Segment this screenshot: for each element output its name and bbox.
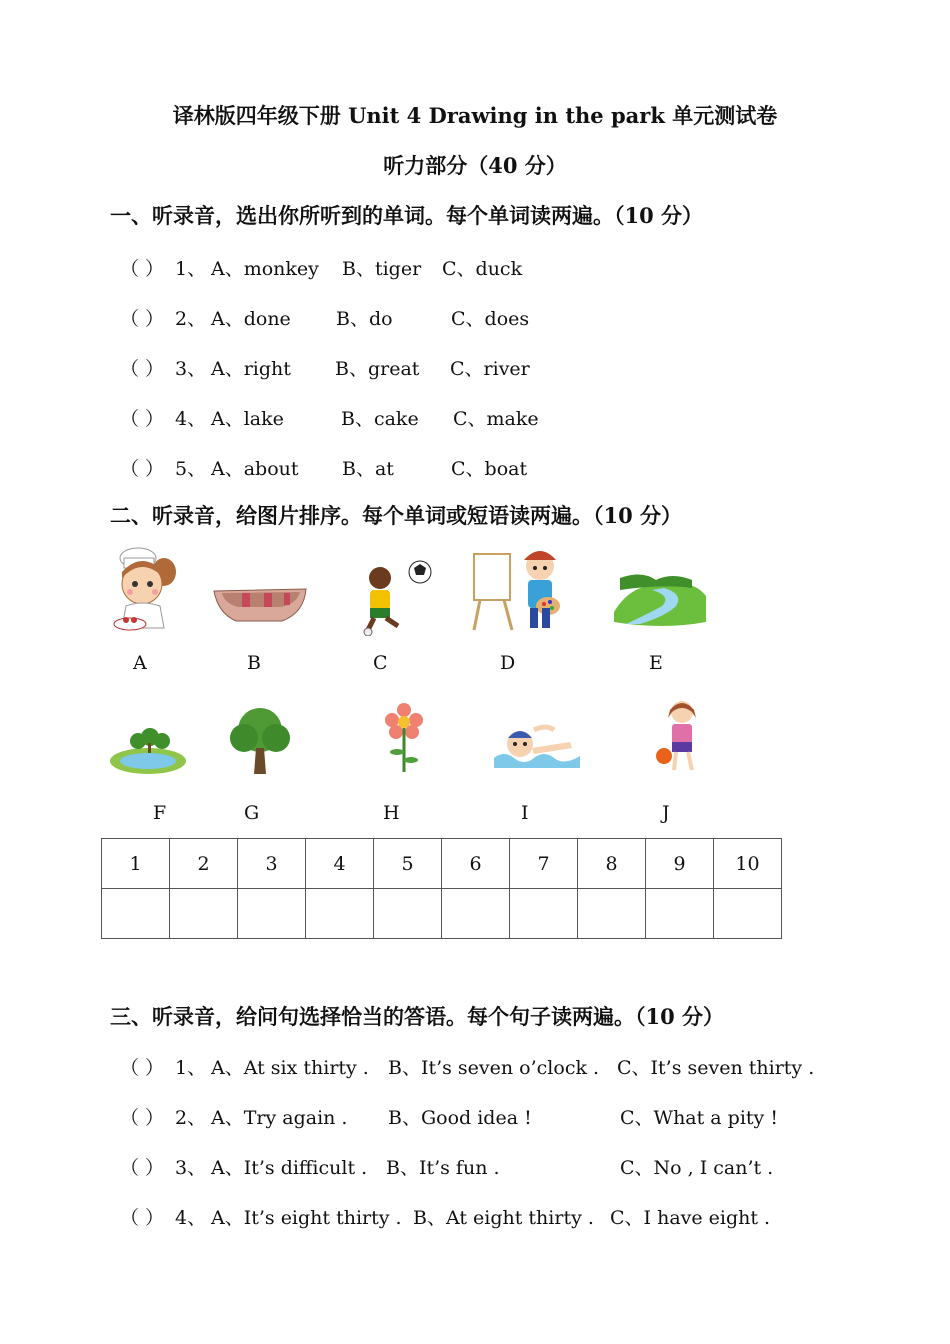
- option-b: B、cake: [341, 408, 419, 430]
- answer-table-header-row: [102, 839, 782, 889]
- picture-label-c: C: [373, 652, 388, 674]
- question-number: 2、: [175, 308, 207, 330]
- lake-picture: [108, 727, 188, 775]
- boy-swimming-picture: [492, 716, 582, 770]
- page-subtitle: 听力部分（40 分）: [383, 153, 567, 178]
- answer-table-header: 9: [646, 839, 714, 889]
- option-b: B、It’s fun .: [386, 1157, 500, 1179]
- picture-label-i: I: [521, 802, 529, 824]
- section1-heading: 一、听录音，选出你所听到的单词。每个单词读两遍。（10 分）: [110, 203, 704, 228]
- answer-cell[interactable]: [306, 889, 374, 939]
- option-c: C、does: [451, 308, 530, 330]
- question-number: 1、: [175, 258, 207, 280]
- girl-basketball-picture: [652, 698, 712, 776]
- answer-table-header: 1: [102, 839, 170, 889]
- answer-blank[interactable]: （ ）: [120, 408, 165, 430]
- boy-drawing-picture: [470, 544, 566, 634]
- question-number: 5、: [175, 458, 207, 480]
- option-b: B、Good idea !: [388, 1107, 532, 1129]
- answer-blank[interactable]: （ ）: [120, 308, 165, 330]
- picture-label-f: F: [153, 802, 167, 824]
- page-title: 译林版四年级下册 Unit 4 Drawing in the park 单元测试卷: [172, 103, 778, 128]
- option-c: C、I have eight .: [610, 1207, 771, 1229]
- option-c: C、It’s seven thirty .: [617, 1057, 815, 1079]
- answer-table-header: 10: [714, 839, 782, 889]
- option-c: C、No , I can’t .: [620, 1157, 774, 1179]
- answer-table-header: 4: [306, 839, 374, 889]
- option-b: B、tiger: [342, 258, 422, 280]
- river-picture: [612, 572, 708, 628]
- option-a: A、It’s difficult .: [211, 1157, 368, 1179]
- option-c: C、river: [450, 358, 530, 380]
- picture-label-h: H: [383, 802, 400, 824]
- answer-cell[interactable]: [510, 889, 578, 939]
- answer-blank[interactable]: （ ）: [120, 358, 165, 380]
- answer-table-header: 2: [170, 839, 238, 889]
- picture-label-a: A: [133, 652, 147, 674]
- picture-label-e: E: [649, 652, 663, 674]
- option-b: B、do: [336, 308, 393, 330]
- answer-blank[interactable]: （ ）: [120, 1057, 165, 1079]
- answer-cell[interactable]: [102, 889, 170, 939]
- option-c: C、What a pity !: [620, 1107, 778, 1129]
- answer-table-header: 3: [238, 839, 306, 889]
- answer-cell[interactable]: [578, 889, 646, 939]
- question-number: 4、: [175, 1207, 207, 1229]
- option-b: B、at: [342, 458, 394, 480]
- section2-heading: 二、听录音，给图片排序。每个单词或短语读两遍。（10 分）: [110, 503, 683, 528]
- answer-blank[interactable]: （ ）: [120, 458, 165, 480]
- picture-label-j: J: [662, 802, 670, 824]
- question-number: 2、: [175, 1107, 207, 1129]
- option-c: C、duck: [442, 258, 523, 280]
- tree-picture: [224, 704, 296, 776]
- answer-cell[interactable]: [714, 889, 782, 939]
- answer-blank[interactable]: （ ）: [120, 1107, 165, 1129]
- flower-picture: [384, 702, 424, 774]
- question-number: 3、: [175, 1157, 207, 1179]
- option-b: B、It’s seven o’clock .: [388, 1057, 600, 1079]
- option-c: C、boat: [451, 458, 528, 480]
- option-a: A、At six thirty .: [211, 1057, 369, 1079]
- answer-table-header: 8: [578, 839, 646, 889]
- picture-label-g: G: [244, 802, 260, 824]
- answer-blank[interactable]: （ ）: [120, 1207, 165, 1229]
- option-a: A、Try again .: [211, 1107, 348, 1129]
- option-c: C、make: [453, 408, 539, 430]
- answer-cell[interactable]: [646, 889, 714, 939]
- answer-cell[interactable]: [170, 889, 238, 939]
- option-a: A、lake: [211, 408, 284, 430]
- option-b: B、great: [335, 358, 420, 380]
- boy-football-picture: [356, 556, 436, 636]
- answer-table-header: 6: [442, 839, 510, 889]
- answer-cell[interactable]: [374, 889, 442, 939]
- chef-girl-picture: [108, 544, 190, 636]
- picture-label-d: D: [500, 652, 516, 674]
- option-a: A、It’s eight thirty .: [211, 1207, 402, 1229]
- section3-heading: 三、听录音，给问句选择恰当的答语。每个句子读两遍。（10 分）: [110, 1004, 725, 1029]
- option-a: A、done: [211, 308, 291, 330]
- answer-table-header: 5: [374, 839, 442, 889]
- question-number: 4、: [175, 408, 207, 430]
- picture-label-b: B: [247, 652, 261, 674]
- boat-picture: [212, 583, 308, 625]
- answer-blank[interactable]: （ ）: [120, 1157, 165, 1179]
- option-b: B、At eight thirty .: [413, 1207, 594, 1229]
- answer-table: [101, 838, 782, 939]
- answer-table-blank-row: [102, 889, 782, 939]
- option-a: A、monkey: [211, 258, 319, 280]
- answer-blank[interactable]: （ ）: [120, 258, 165, 280]
- answer-cell[interactable]: [442, 889, 510, 939]
- answer-cell[interactable]: [238, 889, 306, 939]
- question-number: 1、: [175, 1057, 207, 1079]
- question-number: 3、: [175, 358, 207, 380]
- answer-table-header: 7: [510, 839, 578, 889]
- option-a: A、right: [211, 358, 291, 380]
- option-a: A、about: [211, 458, 299, 480]
